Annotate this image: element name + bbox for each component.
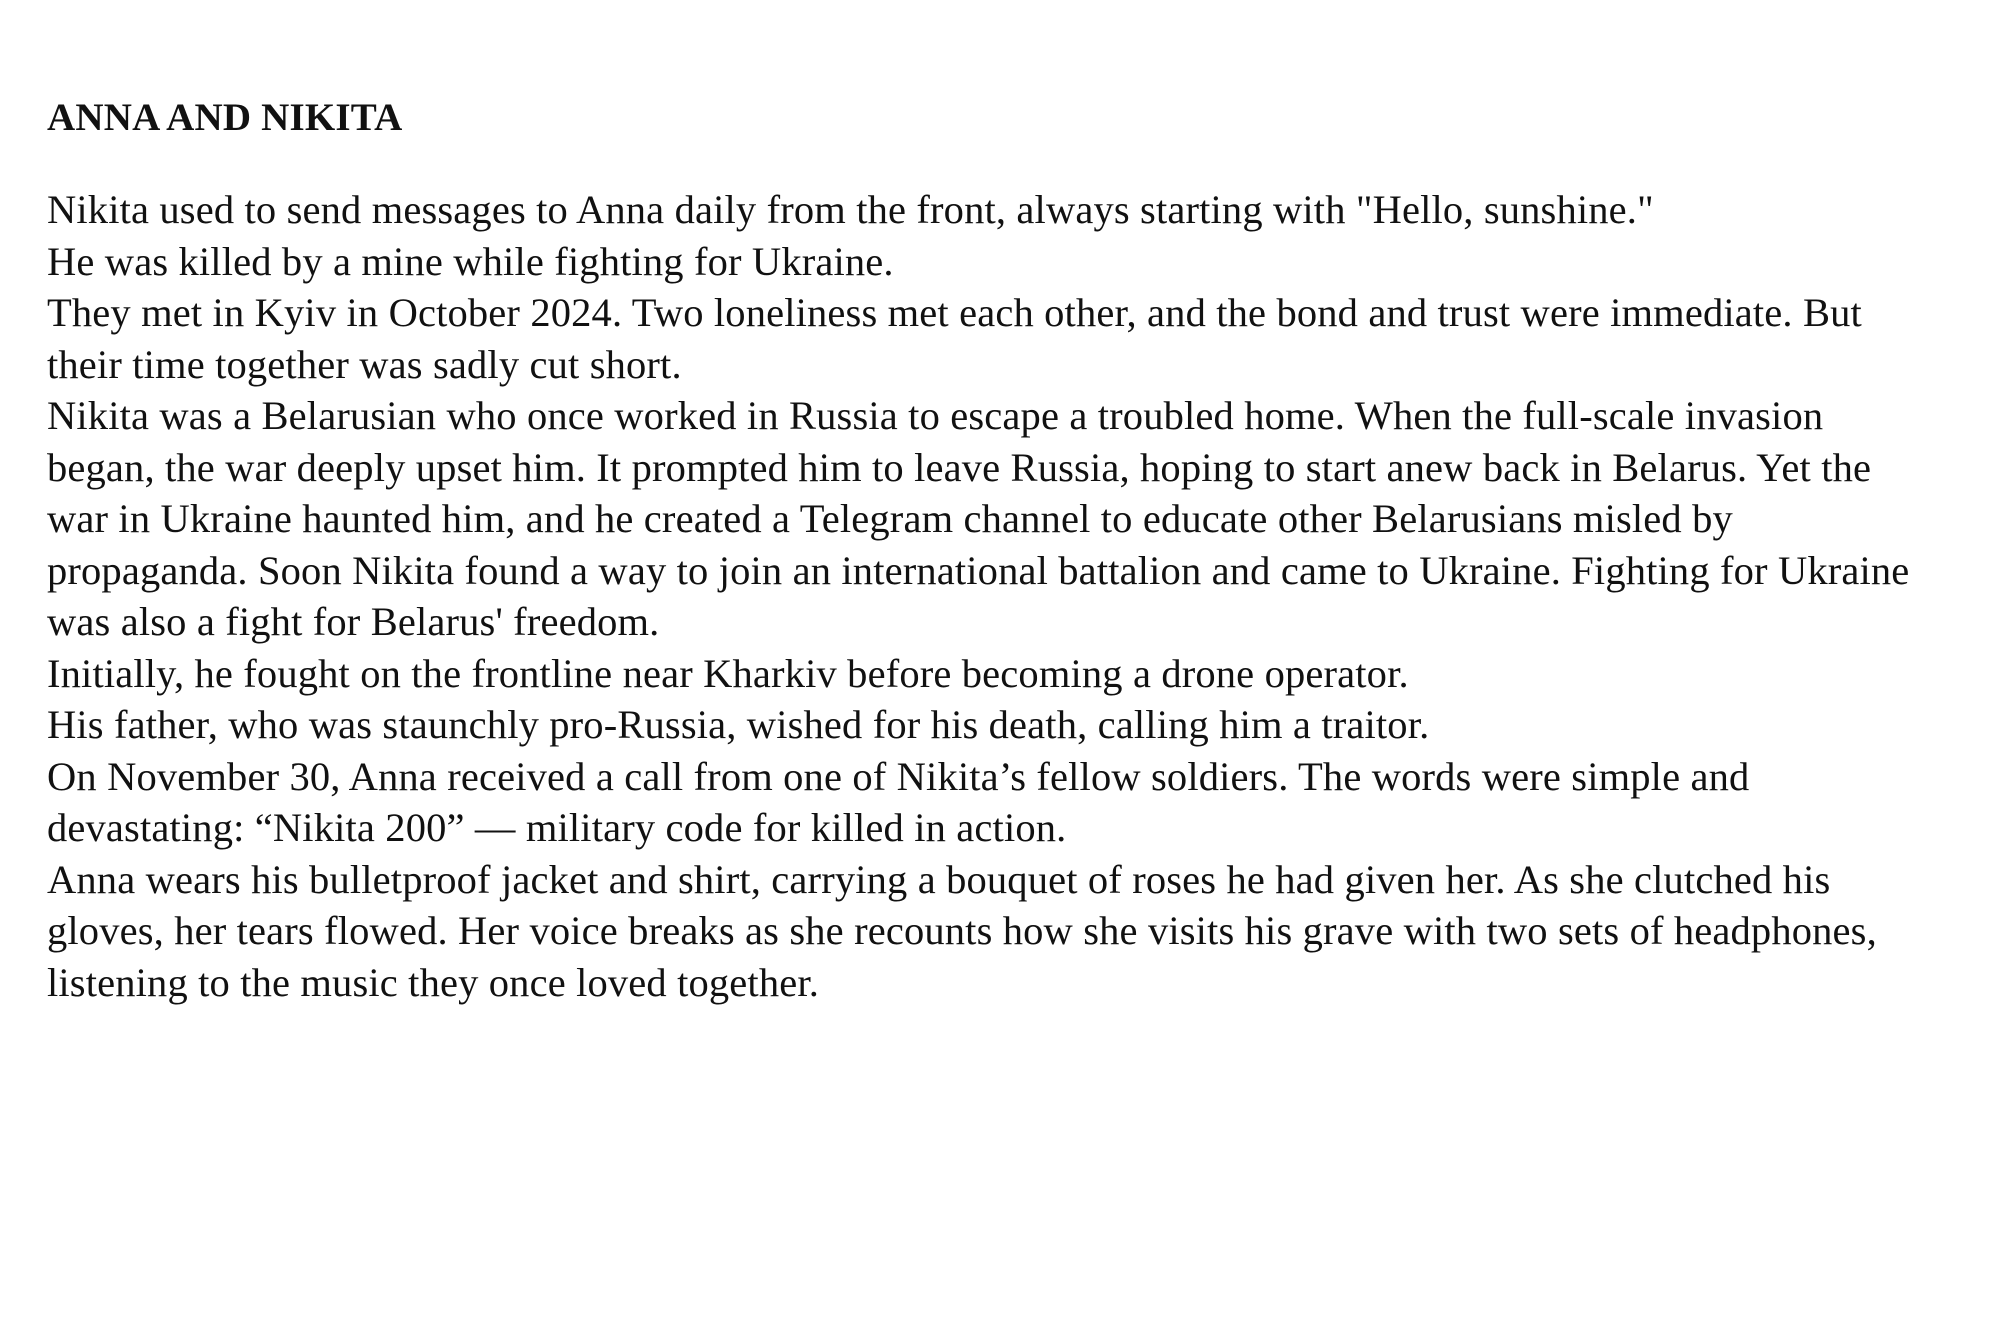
paragraph: Nikita was a Belarusian who once worked in Russia to escape a troubled home. When the full-scale invasion began, the war deeply upset him. It prompted him to leave Russia, hoping to start anew back in Belarus. Yet the war in Ukraine haunted him, and he created a Telegram channel to educate other Belarusians misled by propaganda. Soon Nikita found a way to join an international battalion and came to Ukraine. Fighting for Ukraine was also a fight for Belarus' freedom.	[47, 393, 1910, 644]
document-title: ANNA AND NIKITA	[47, 96, 403, 139]
paragraph: They met in Kyiv in October 2024. Two loneliness met each other, and the bond and trust were immediate. But their time together was sadly cut short.	[47, 290, 1862, 387]
paragraph: Anna wears his bulletproof jacket and shirt, carrying a bouquet of roses he had given her. As she clutched his gloves, her tears flowed. Her voice breaks as she recounts how she visits his grave with two sets of headphones, listening to the music they once loved together.	[47, 856, 1877, 1005]
document-page	[47, 92, 1917, 1008]
paragraph: Initially, he fought on the frontline near Kharkiv before becoming a drone operator.	[47, 650, 1409, 696]
document-body	[47, 184, 1917, 1008]
paragraph: Nikita used to send messages to Anna daily from the front, always starting with "Hello, sunshine."	[47, 187, 1654, 232]
paragraph: His father, who was staunchly pro-Russia, wished for his death, calling him a traitor.	[47, 702, 1430, 747]
paragraph: On November 30, Anna received a call from one of Nikita’s fellow soldiers. The words were simple and devastating: “Nikita 200” — military code for killed in action.	[47, 753, 1750, 850]
paragraph: He was killed by a mine while fighting for Ukraine.	[47, 238, 894, 284]
